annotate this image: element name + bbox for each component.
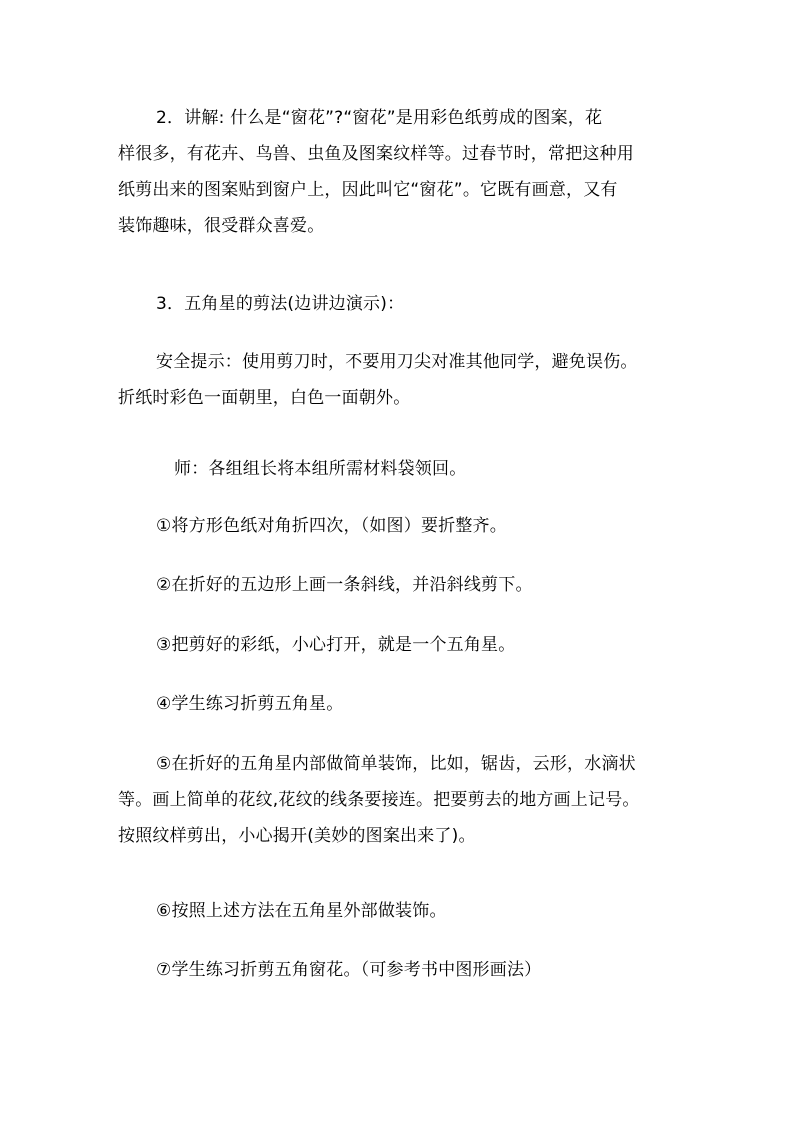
paragraph-line: 3．五角星的剪法(边讲边演示)： xyxy=(156,294,405,314)
paragraph-line: ④学生练习折剪五角星。 xyxy=(156,694,344,714)
paragraph-line: 2．讲解: 什么是“窗花”?“窗花”是用彩色纸剪成的图案，花 xyxy=(156,108,603,128)
paragraph-line: 师：各组组长将本组所需材料袋领回。 xyxy=(174,459,467,479)
paragraph-line: 安全提示：使用剪刀时，不要用刀尖对准其他同学，避免误伤。 xyxy=(156,352,638,372)
paragraph-line: 折纸时彩色一面朝里，白色一面朝外。 xyxy=(118,388,411,408)
paragraph-line: ①将方形色纸对角折四次，（如图）要折整齐。 xyxy=(156,516,507,536)
paragraph-step-7 xyxy=(118,952,684,988)
paragraph-step-3 xyxy=(118,627,684,663)
paragraph-line: 纸剪出来的图案贴到窗户上，因此叫它“窗花”。它既有画意，又有 xyxy=(118,180,618,200)
paragraph-step-6 xyxy=(118,893,684,929)
paragraph-safety-tip xyxy=(118,344,684,416)
paragraph-star-method-heading xyxy=(118,286,684,322)
paragraph-line: 按照纹样剪出，小心揭开(美妙的图案出来了)。 xyxy=(118,826,476,846)
paragraph-line: 等。画上简单的花纹,花纹的线条要接连。把要剪去的地方画上记号。 xyxy=(118,790,640,810)
paragraph-explanation xyxy=(118,100,684,244)
paragraph-line: ②在折好的五边形上画一条斜线，并沿斜线剪下。 xyxy=(156,575,533,595)
paragraph-step-1 xyxy=(118,508,684,544)
paragraph-line: ⑥按照上述方法在五角星外部做装饰。 xyxy=(156,901,447,921)
paragraph-step-4 xyxy=(118,686,684,722)
paragraph-line: ⑤在折好的五角星内部做简单装饰，比如，锯齿，云形，水滴状 xyxy=(156,754,636,774)
paragraph-line: 样很多，有花卉、鸟兽、虫鱼及图案纹样等。过春节时，常把这种用 xyxy=(118,144,634,164)
paragraph-line: ③把剪好的彩纸，小心打开，就是一个五角星。 xyxy=(156,635,516,655)
paragraph-step-2 xyxy=(118,567,684,603)
paragraph-teacher-instruction xyxy=(118,451,684,487)
paragraph-step-5 xyxy=(118,746,684,854)
paragraph-line: ⑦学生练习折剪五角窗花。（可参考书中图形画法） xyxy=(156,960,542,980)
paragraph-line: 装饰趣味，很受群众喜爱。 xyxy=(118,216,325,236)
